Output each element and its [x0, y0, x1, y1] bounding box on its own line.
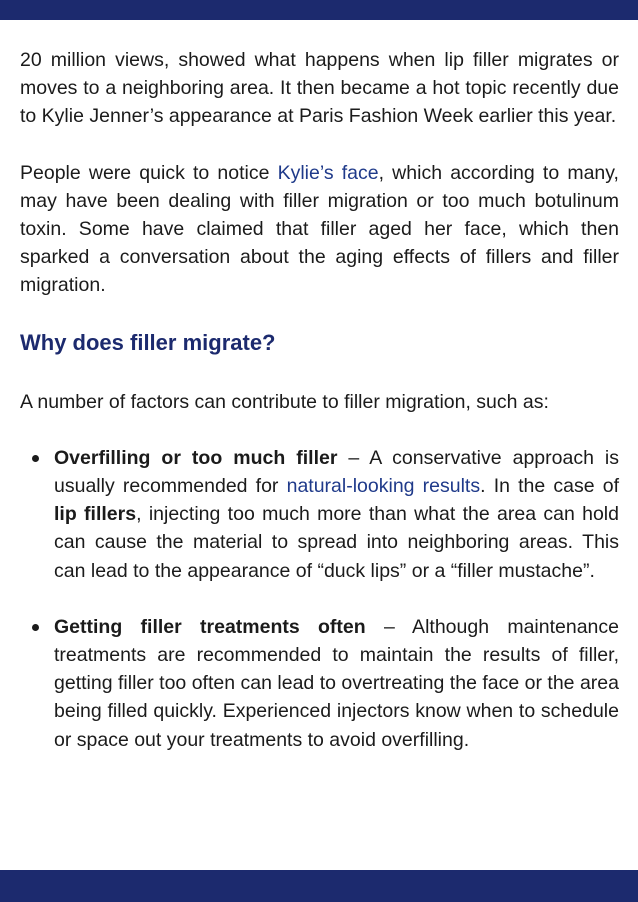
- bullet-icon: [32, 455, 39, 462]
- paragraph-views: 20 million views, showed what happens when lip filler migrates or moves to a neighboring area. It then became a hot topic recently due to Kylie Jenner’s appearance at Paris Fashion Week earlier this year.: [20, 49, 619, 128]
- list-item-frequent-treatments: [20, 613, 619, 754]
- factors-list: [20, 444, 619, 754]
- paragraph-kylie: [20, 159, 619, 300]
- top-brand-bar: [0, 0, 638, 20]
- paragraph-kylie-before: People were quick to notice: [20, 161, 278, 184]
- list-item-overfilling: [20, 444, 619, 585]
- list-item-text: – Although maintenance treatments are recommended to maintain the results of filler, getting filler too often can lead to overtreating the face or the area being filled quickly. Experienced injectors know when to schedule or space out your treatments to avoid overfilling.: [54, 615, 619, 751]
- list-item-text: . In the case of: [480, 475, 619, 498]
- paragraph-kylie-after: , which according to many, may have been dealing with filler migration or too much botulinum toxin. Some have claimed that filler aged her face, which then sparked a conversation about the aging effects of fillers and filler migration.: [20, 161, 619, 297]
- section-heading: Why does filler migrate?: [20, 329, 276, 355]
- natural-looking-results-link[interactable]: natural-looking results: [286, 475, 481, 498]
- lip-fillers-emphasis: lip fillers: [54, 503, 137, 526]
- kylies-face-link[interactable]: Kylie’s face: [277, 161, 379, 184]
- list-item-title: Overfilling or too much filler: [54, 446, 338, 469]
- bullet-icon: [32, 624, 39, 631]
- list-item-title: Getting filler treatments often: [54, 615, 366, 638]
- intro-paragraph: A number of factors can contribute to filler migration, such as:: [20, 390, 549, 413]
- list-item-text: – A conservative approach is usually recommended for: [54, 446, 619, 498]
- article-body: [20, 46, 619, 754]
- list-item-text: , injecting too much more than what the area can hold can cause the material to spread into neighboring areas. This can lead to the appearance of “duck lips” or a “filler mustache”.: [54, 503, 619, 582]
- bottom-brand-bar: [0, 870, 638, 902]
